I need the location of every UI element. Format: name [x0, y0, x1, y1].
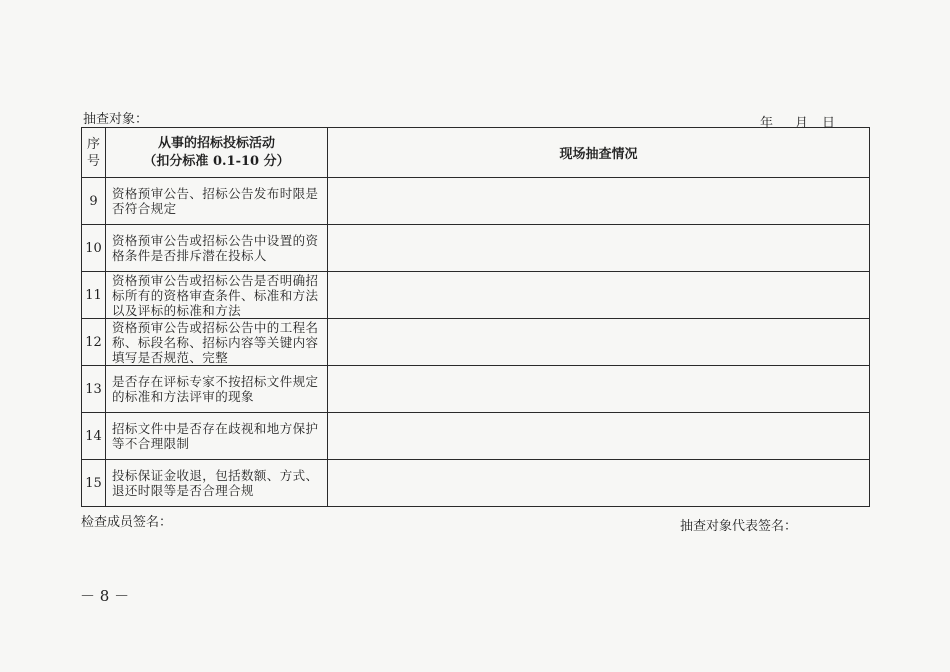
row-number: 10 — [82, 225, 106, 272]
table-row — [82, 460, 870, 507]
table-row — [82, 272, 870, 319]
table-row — [82, 225, 870, 272]
row-number: 15 — [82, 460, 106, 507]
date-month-label: 月 — [795, 116, 809, 131]
row-activity: 投标保证金收退，包括数额、方式、退还时限等是否合理合规 — [106, 460, 328, 507]
date-year-label: 年 — [760, 116, 774, 131]
row-number: 12 — [82, 319, 106, 366]
target-representative-signature-label: 抽查对象代表签名： — [680, 519, 798, 534]
table-row — [82, 366, 870, 413]
page-number: － 8 － — [80, 587, 130, 605]
date-day-label: 日 — [822, 116, 836, 131]
row-situation[interactable] — [328, 413, 870, 460]
row-situation[interactable] — [328, 272, 870, 319]
row-number: 13 — [82, 366, 106, 413]
header-number: 序 号 — [82, 128, 106, 178]
row-activity: 资格预审公告或招标公告中的工程名称、标段名称、招标内容等关键内容填写是否规范、完整 — [106, 319, 328, 366]
inspector-signature-label: 检查成员签名： — [81, 515, 173, 530]
row-activity: 资格预审公告、招标公告发布时限是否符合规定 — [106, 178, 328, 225]
row-situation[interactable] — [328, 319, 870, 366]
row-activity: 资格预审公告或招标公告是否明确招标所有的资格审查条件、标准和方法以及评标的标准和方法 — [106, 272, 328, 319]
header-activity: 从事的招标投标活动 （扣分标准 0.1-10 分） — [106, 128, 328, 178]
table-row — [82, 319, 870, 366]
row-activity: 招标文件中是否存在歧视和地方保护等不合理限制 — [106, 413, 328, 460]
row-situation[interactable] — [328, 225, 870, 272]
row-situation[interactable] — [328, 366, 870, 413]
row-activity: 资格预审公告或招标公告中设置的资格条件是否排斥潜在投标人 — [106, 225, 328, 272]
header-situation: 现场抽查情况 — [328, 128, 870, 178]
row-number: 9 — [82, 178, 106, 225]
table-header-row — [82, 128, 870, 178]
table-row — [82, 178, 870, 225]
row-number: 11 — [82, 272, 106, 319]
row-number: 14 — [82, 413, 106, 460]
inspection-table — [81, 127, 870, 507]
table-row — [82, 413, 870, 460]
row-situation[interactable] — [328, 178, 870, 225]
row-activity: 是否存在评标专家不按招标文件规定的标准和方法评审的现象 — [106, 366, 328, 413]
row-situation[interactable] — [328, 460, 870, 507]
inspect-target-label: 抽查对象： — [83, 112, 149, 127]
